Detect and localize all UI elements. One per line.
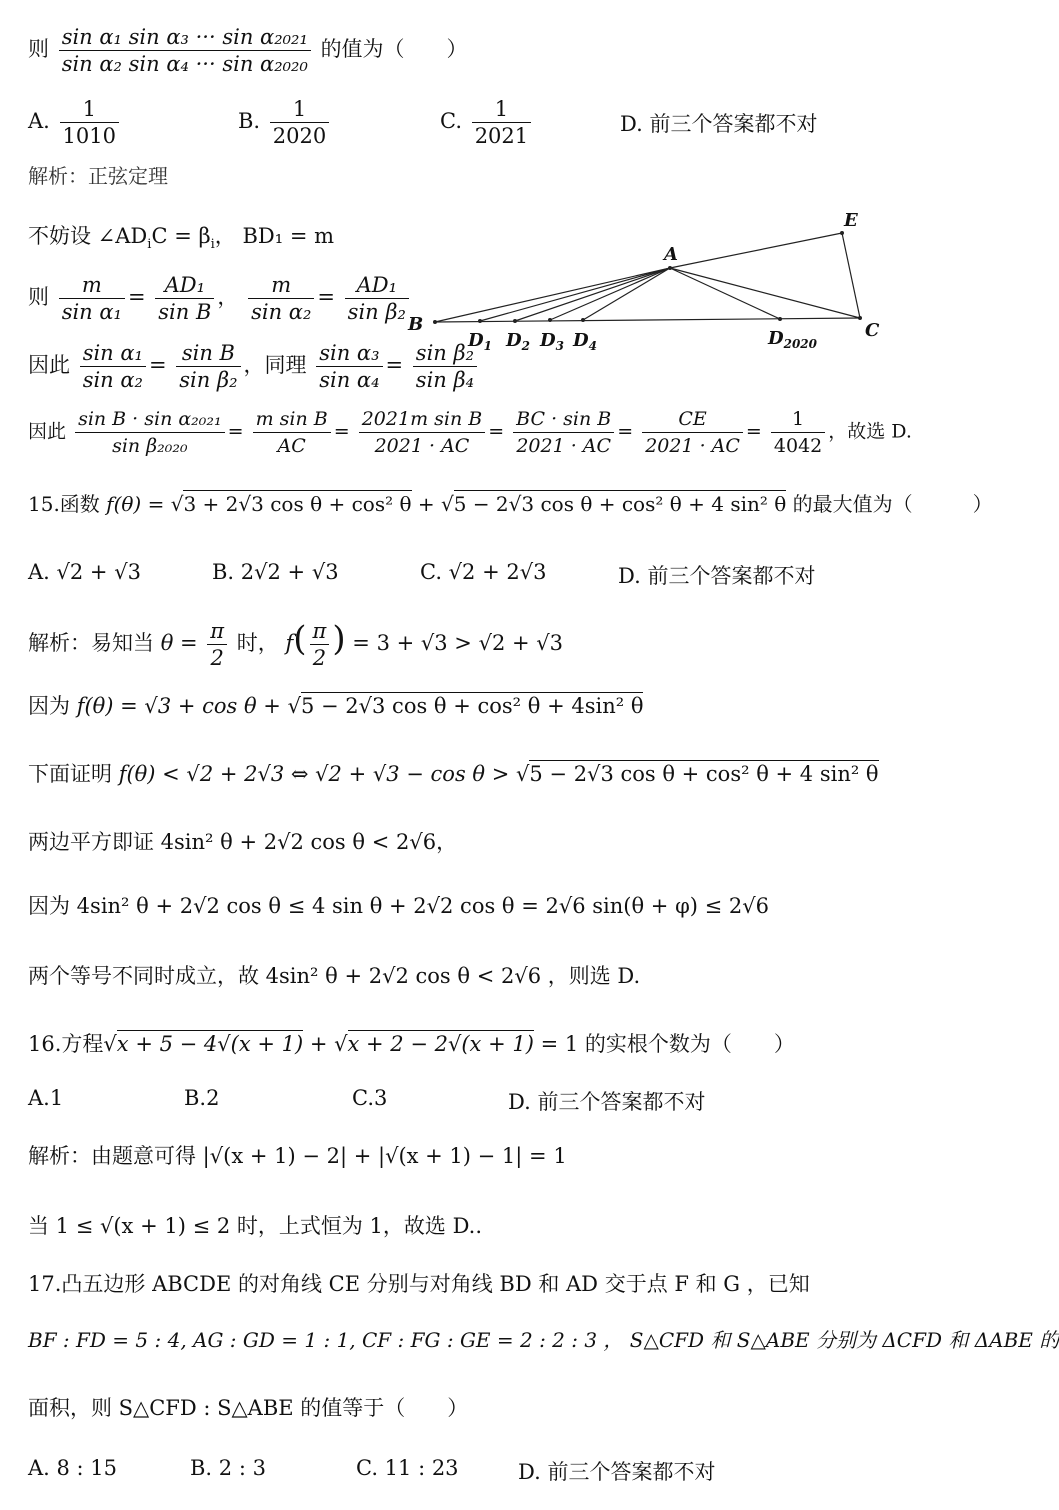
q15-solution-2: 因为 f(θ) = √3 + cos θ + √5 − 2√3 cos θ + cos² θ + 4sin² θ bbox=[28, 694, 644, 718]
fraction-numerator: m sin B bbox=[253, 406, 331, 433]
fraction-numerator: m bbox=[59, 272, 125, 299]
fraction-denominator: 1010 bbox=[62, 124, 116, 148]
fraction-numerator: 2021m sin B bbox=[359, 406, 485, 433]
q15-solution-1: 解析：易知当 θ = $\frac{\pi}{2}$ 时， f( $\frac{\pi}{2}$ ) = 3 + √3 > √2 + √3 bbox=[28, 619, 563, 670]
q15-stem: 15.函数 f(θ) = √3 + 2√3 cos θ + cos² θ + √5 − 2√3 cos θ + cos² θ + 4 sin² θ 的最大值为（ ） bbox=[28, 492, 993, 516]
text-segment: = 1 的实根个数为（ ） bbox=[533, 1032, 795, 1056]
label-d1: $D_1$ bbox=[468, 330, 492, 353]
fraction bbox=[207, 618, 227, 671]
solution-line-2: 则 $\frac{m}{\text{sin α₁}}$ = $\frac{\text{AD₁}}{\text{sin B}}$ ， $\frac{m}{\text{sin α₂}}$ = $\frac{\text{AD₁}}{\text{sin β₂}}$ bbox=[28, 272, 412, 325]
text-segment: ， BD₁ = m bbox=[214, 224, 335, 248]
fraction-numerator: 1 bbox=[472, 96, 531, 123]
fraction bbox=[75, 406, 225, 459]
q15-solution-5: 因为 4sin² θ + 2√2 cos θ ≤ 4 sin θ + 2√2 cos θ = 2√6 sin(θ + φ) ≤ 2√6 bbox=[28, 894, 770, 918]
subscript: i bbox=[210, 237, 215, 253]
text-segment: 下面证明 bbox=[28, 762, 112, 786]
solution-line-3: 因此 $\frac{\text{sin α₁}}{\text{sin α₂}}$ = $\frac{\text{sin B}}{\text{sin β₂}}$ ，同理 $\frac{\text{sin α₃}}{\text{sin α₄}}$ = $\frac{\text{sin β₂}}{\text{sin β₄}}$ bbox=[28, 340, 480, 393]
alpha-fraction bbox=[59, 24, 311, 77]
fraction-numerator: AD₁ bbox=[345, 272, 409, 299]
q17-option-c: C. 11 : 23 bbox=[356, 1456, 459, 1480]
fraction bbox=[248, 272, 314, 325]
fraction-denominator: sin β₂ bbox=[347, 300, 406, 324]
fraction-denominator: sin α₂ bbox=[251, 300, 312, 324]
fraction-numerator: sin β₂ bbox=[413, 340, 477, 367]
fraction-denominator: sin β₂₀₂₀ bbox=[112, 435, 188, 457]
fraction-denominator: 2021 · AC bbox=[645, 435, 740, 457]
radicand: 5 − 2√3 cos θ + cos² θ + 4sin² θ bbox=[300, 694, 644, 718]
q16-stem: 16.方程√x + 5 − 4√(x + 1) + √x + 2 − 2√(x + 1) = 1 的实根个数为（ ） bbox=[28, 1032, 795, 1056]
text-segment: ， bbox=[217, 285, 239, 309]
text-segment: θ = bbox=[160, 631, 198, 655]
fraction bbox=[771, 406, 825, 459]
q14-option-a bbox=[28, 96, 122, 149]
text-segment: 不妨设 ∠AD bbox=[28, 224, 148, 248]
fraction bbox=[176, 340, 240, 393]
q15-solution-4: 两边平方即证 4sin² θ + 2√2 cos θ < 2√6， bbox=[28, 830, 458, 854]
q15-option-c: C. √2 + 2√3 bbox=[420, 560, 547, 584]
fraction-denominator: 2021 · AC bbox=[374, 435, 470, 457]
label-d2020: $D_{2020}$ bbox=[768, 328, 818, 351]
q16-solution-1: 解析：由题意可得 |√(x + 1) − 2| + |√(x + 1) − 1| = 1 bbox=[28, 1144, 567, 1168]
q14-option-c bbox=[440, 96, 534, 149]
fraction bbox=[253, 406, 331, 459]
q15-solution-6: 两个等号不同时成立，故 4sin² θ + 2√2 cos θ < 2√6 ，则选 D. bbox=[28, 964, 641, 988]
text-segment: f(θ) = √3 + cos θ + bbox=[76, 694, 288, 718]
fraction bbox=[513, 406, 614, 459]
q15-option-d: D. 前三个答案都不对 bbox=[618, 564, 816, 588]
q15-option-a: A. √2 + √3 bbox=[28, 560, 141, 584]
fraction-numerator: sin α₁ sin α₃ ··· sin α₂₀₂₁ bbox=[59, 24, 311, 51]
q17-option-d: D. 前三个答案都不对 bbox=[518, 1460, 716, 1484]
text-segment: 解析：易知当 bbox=[28, 631, 154, 655]
fraction-denominator: sin α₄ bbox=[319, 368, 380, 392]
subscript: i bbox=[147, 237, 152, 253]
q17-stem-1: 17.凸五边形 ABCDE 的对角线 CE 分别与对角线 BD 和 AD 交于点 F 和 G ，已知 bbox=[28, 1272, 810, 1296]
radicand: x + 2 − 2√(x + 1) bbox=[347, 1032, 534, 1056]
fraction-numerator: sin α₃ bbox=[316, 340, 382, 367]
prefix-text: 则 bbox=[28, 37, 49, 61]
fraction bbox=[316, 340, 382, 393]
label-d4: $D_4$ bbox=[573, 330, 597, 353]
text-segment: ，故选 D. bbox=[828, 420, 912, 443]
q17-stem-3: 面积，则 S△CFD : S△ABE 的值等于（ ） bbox=[28, 1396, 469, 1420]
fraction-denominator: 2 bbox=[210, 646, 224, 670]
triangle-figure bbox=[400, 200, 900, 360]
solution-line-1 bbox=[28, 222, 334, 259]
text-segment: f(θ) = bbox=[106, 492, 171, 516]
label-c: C bbox=[865, 320, 880, 341]
q15-option-b: B. 2√2 + √3 bbox=[212, 560, 339, 584]
text-segment: 因此 bbox=[28, 353, 70, 377]
text-segment: 的最大值为（ ） bbox=[792, 492, 993, 516]
solution-label: 解析：正弦定理 bbox=[28, 164, 168, 188]
text-segment: + bbox=[411, 492, 441, 516]
q16-option-a: A.1 bbox=[28, 1086, 64, 1110]
label-d2: $D_2$ bbox=[506, 330, 530, 353]
fraction bbox=[80, 340, 146, 393]
text-segment: = 3 + √3 > √2 + √3 bbox=[352, 631, 563, 655]
option-c-fraction bbox=[472, 96, 531, 149]
text-segment: 则 bbox=[28, 285, 49, 309]
radicand: 3 + 2√3 cos θ + cos² θ bbox=[183, 492, 412, 516]
option-label: C. bbox=[440, 109, 462, 133]
q16-option-b: B.2 bbox=[184, 1086, 220, 1110]
q17-option-b: B. 2 : 3 bbox=[190, 1456, 266, 1480]
text-segment: 因此 bbox=[28, 420, 67, 443]
label-a: A bbox=[664, 244, 678, 265]
fraction-denominator: 2 bbox=[312, 646, 327, 670]
text-segment: f bbox=[285, 631, 294, 655]
fraction-denominator: sin α₂ sin α₄ ··· sin α₂₀₂₀ bbox=[61, 52, 308, 76]
fraction-denominator: 2021 bbox=[474, 124, 529, 148]
q16-option-d: D. 前三个答案都不对 bbox=[508, 1090, 706, 1114]
text-segment: + bbox=[303, 1032, 335, 1056]
fraction-numerator: 1 bbox=[60, 96, 119, 123]
option-a-fraction bbox=[60, 96, 119, 149]
text-segment: 16.方程 bbox=[28, 1032, 104, 1056]
option-label: A. bbox=[28, 109, 50, 133]
fraction-numerator: sin α₁ bbox=[80, 340, 146, 367]
solution-line-4: 因此 $\frac{\text{sin B · sin α₂₀₂₁}}{\text{sin β₂₀₂₀}}$ = $\frac{\text{m sin B}}{AC}$ = $\frac{\text{2021m sin B}}{2021 \cdot AC}$ = $\frac{\text{BC · sin B}}{2021 \cdot AC}$ = $\frac{CE}{2021 \cdot AC}$ = $\frac{1}{4042}$ ，故选 D. bbox=[28, 408, 912, 457]
q14-stem-tail bbox=[28, 24, 468, 77]
fraction-numerator: 1 bbox=[771, 406, 825, 433]
fraction-numerator: CE bbox=[642, 406, 743, 433]
fraction-numerator: m bbox=[248, 272, 314, 299]
suffix-text: 的值为（ ） bbox=[320, 37, 468, 61]
option-label: B. bbox=[238, 109, 261, 133]
text-segment: 15.函数 bbox=[28, 492, 100, 516]
text-segment: f(θ) < √2 + 2√3 ⇔ √2 + √3 − cos θ > bbox=[118, 762, 516, 786]
q15-solution-3: 下面证明 f(θ) < √2 + 2√3 ⇔ √2 + √3 − cos θ > √5 − 2√3 cos θ + cos² θ + 4 sin² θ bbox=[28, 762, 879, 786]
fraction-numerator: sin B bbox=[176, 340, 240, 367]
text-segment: 因为 bbox=[28, 694, 70, 718]
text-segment: 时， bbox=[236, 631, 279, 655]
fraction-numerator: π bbox=[310, 618, 330, 645]
fraction-numerator: AD₁ bbox=[155, 272, 214, 299]
text-segment: ，同理 bbox=[243, 353, 307, 377]
fraction-numerator: 1 bbox=[270, 96, 329, 123]
fraction-denominator: sin B bbox=[158, 300, 212, 324]
q14-option-d: D. 前三个答案都不对 bbox=[620, 112, 818, 136]
fraction-numerator: sin B · sin α₂₀₂₁ bbox=[75, 406, 225, 433]
fraction bbox=[59, 272, 125, 325]
fraction-denominator: 4042 bbox=[773, 435, 823, 457]
fraction bbox=[155, 272, 214, 325]
label-b: B bbox=[408, 314, 424, 335]
fraction-denominator: sin β₂ bbox=[179, 368, 238, 392]
q16-option-c: C.3 bbox=[352, 1086, 388, 1110]
radicand: 5 − 2√3 cos θ + cos² θ + 4 sin² θ bbox=[529, 762, 879, 786]
q14-option-b bbox=[238, 96, 332, 149]
fraction bbox=[642, 406, 743, 459]
q17-option-a: A. 8 : 15 bbox=[28, 1456, 118, 1480]
fraction-denominator: 2021 · AC bbox=[516, 435, 612, 457]
radicand: x + 5 − 4√(x + 1) bbox=[116, 1032, 304, 1056]
fraction-numerator: BC · sin B bbox=[513, 406, 614, 433]
label-e: E bbox=[844, 210, 858, 231]
fraction-numerator: π bbox=[207, 618, 227, 645]
text-segment: C = β bbox=[151, 224, 211, 248]
fraction-denominator: sin β₄ bbox=[415, 368, 475, 392]
fraction-denominator: 2020 bbox=[272, 124, 327, 148]
fraction-denominator: sin α₁ bbox=[61, 300, 122, 324]
label-d3: $D_3$ bbox=[540, 330, 564, 353]
radicand: 5 − 2√3 cos θ + cos² θ + 4 sin² θ bbox=[453, 492, 787, 516]
q16-solution-2: 当 1 ≤ √(x + 1) ≤ 2 时，上式恒为 1，故选 D.. bbox=[28, 1214, 483, 1238]
fraction bbox=[310, 618, 330, 671]
q17-stem-2: BF : FD = 5 : 4, AG : GD = 1 : 1, CF : FG : GE = 2 : 2 : 3 ， S△CFD 和 S△ABE 分别为 ΔCFD 和 ΔABE 的 bbox=[28, 1328, 1059, 1352]
fraction-denominator: AC bbox=[277, 435, 306, 457]
fraction bbox=[359, 406, 485, 459]
option-b-fraction bbox=[270, 96, 329, 149]
fraction-denominator: sin α₂ bbox=[82, 368, 143, 392]
